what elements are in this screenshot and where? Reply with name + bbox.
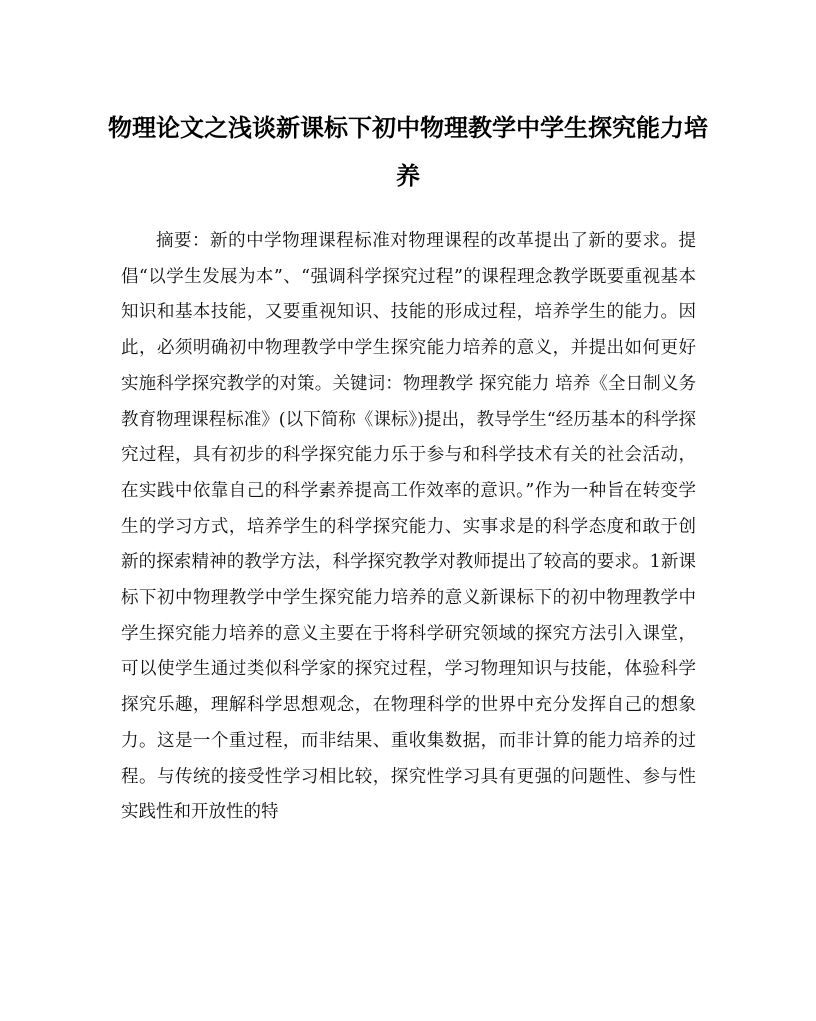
document-title: 物理论文之浅谈新课标下初中物理教学中学生探究能力培养 [108, 113, 708, 190]
document-body-paragraph: 摘要：新的中学物理课程标准对物理课程的改革提出了新的要求。提倡“以学生发展为本”、“强调科学探究过程”的课程理念教学既要重视基本知识和基本技能，又要重视知识、技能的形成过程，培养学生的能力。因此，必须明确初中物理教学中学生探究能力培养的意义，并提出如何更好实施科学探究教学的对策。关键词：物理教学 探究能力 培养《全日制义务教育物理课程标准》(以下简称《课标》)提出，教导学生“经历基本的科学探究过程，具有初步的科学探究能力乐于参与和科学技术有关的社会活动，在实践中依靠自己的科学素养提高工作效率的意识。”作为一种旨在转变学生的学习方式，培养学生的科学探究能力、实事求是的科学态度和敢于创新的探索精神的教学方法，科学探究教学对教师提出了较高的要求。1新课标下初中物理教学中学生探究能力培养的意义新课标下的初中物理教学中学生探究能力培养的意义主要在于将科学研究领域的探究方法引入课堂，可以使学生通过类似科学家的探究过程，学习物理知识与技能，体验科学探究乐趣，理解科学思想观念，在物理科学的世界中充分发挥自己的想象力。这是一个重过程，而非结果、重收集数据，而非计算的能力培养的过程。与传统的接受性学习相比较，探究性学习具有更强的问题性、参与性实践性和开放性的特 [121, 231, 696, 823]
